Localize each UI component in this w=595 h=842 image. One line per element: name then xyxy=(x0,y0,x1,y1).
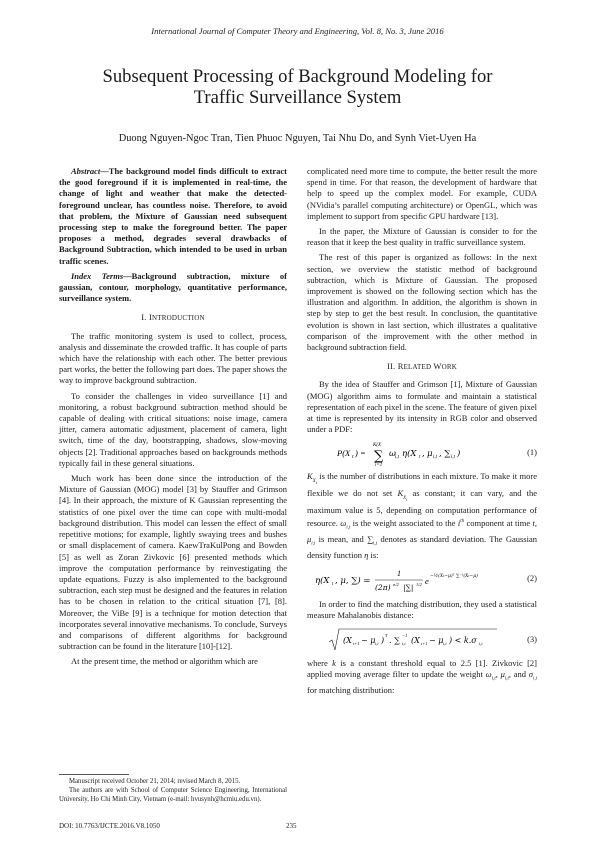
footnote-line-2: The authors are with School of Computer Science Engineering, International University, Ho Chi Minh City, Vietnam (e-mail: hvusynh@hcmiu.edu.vn). xyxy=(59,787,287,803)
svg-text:): ) xyxy=(381,635,385,645)
p4-part-a: where xyxy=(307,657,328,668)
section-2-title-r: R xyxy=(397,361,404,372)
symbol-k: k xyxy=(332,657,336,668)
svg-text:i,t: i,t xyxy=(451,455,456,461)
section-1-title-first: I xyxy=(148,312,152,323)
related-work-paragraph-2 xyxy=(307,471,537,561)
authors: Duong Nguyen-Ngoc Tran, Tien Phuoc Nguyen, Tai Nhu Do, and Synh Viet-Uyen Ha xyxy=(118,133,477,144)
svg-text:t+1: t+1 xyxy=(421,640,428,646)
abstract xyxy=(59,166,287,267)
svg-text:− μ: − μ xyxy=(429,635,444,645)
svg-text:∑: ∑ xyxy=(374,449,384,465)
equation-2-number: (2) xyxy=(527,573,537,584)
symbol-i-th: $i^{th}$ xyxy=(457,518,465,529)
equation-3-number: (3) xyxy=(527,633,537,644)
svg-text:t: t xyxy=(419,455,421,461)
equation-3-formula xyxy=(327,626,527,654)
p4-part-b: is a constant threshold equal to 2.5 [1]. Zivkovic [2] applied moving average filter to update the weight xyxy=(307,657,537,679)
svg-text:−1: −1 xyxy=(402,632,408,638)
svg-text:i,t: i,t xyxy=(402,640,406,646)
symbol-k-xt-2: $K_{X_t}$ xyxy=(397,488,408,503)
right-paragraph-1: complicated need more time to compute, the better result the more spend in time. For that reason, the development of hardware that help to speed up the complex model. For example, CUDA (NVidia’s parallel computing architecture) or OpenGL, which was implement to support from specific GPU hardware [13]. xyxy=(307,166,537,221)
title-line-1: Subsequent Processing of Background Modeling for xyxy=(102,66,493,87)
equation-1 xyxy=(307,439,537,467)
svg-text:μ: μ xyxy=(427,449,433,460)
svg-text:t: t xyxy=(332,582,334,588)
svg-text:i,t: i,t xyxy=(443,640,447,646)
intro-paragraph-1: The traffic monitoring system is used to collect, process, analysis and disseminate the crowded traffic. It has couple of parts which have the relationship with each other. The better previous part works, the better the following part does. The paper shows the way to improve background subtraction. xyxy=(59,330,287,386)
svg-text:1: 1 xyxy=(397,569,401,579)
equation-2 xyxy=(307,565,537,595)
p2-part-b: as constant; it can vary, and the maximum value is 5, depending on computation performance of resource. xyxy=(307,488,538,529)
svg-text:,: , xyxy=(422,449,425,460)
section-2-number: II. xyxy=(386,361,396,372)
p2-part-a: is the number of distributions in each mixture. To make it more flexible we do not set xyxy=(307,471,537,499)
section-1-number: I. xyxy=(141,312,147,323)
symbol-k-xt: $K_{X_t}$ xyxy=(307,471,317,486)
svg-text:i,t: i,t xyxy=(479,640,483,646)
svg-text:, ∑: , ∑ xyxy=(439,449,451,460)
right-column xyxy=(307,166,537,700)
section-1-title-rest: NTRODUCTION xyxy=(151,314,205,323)
svg-text:i,t: i,t xyxy=(433,455,438,461)
svg-text:−½(Xₜ−μ)ᵀ ∑⁻¹(Xₜ−μ): −½(Xₜ−μ)ᵀ ∑⁻¹(Xₜ−μ) xyxy=(430,574,478,580)
equation-1-formula xyxy=(337,439,537,467)
svg-text:η(X: η(X xyxy=(315,576,330,587)
svg-text:i,t: i,t xyxy=(395,455,400,461)
svg-text:) =: ) = xyxy=(355,448,366,459)
svg-text:(2π): (2π) xyxy=(375,583,391,593)
journal-header: International Journal of Computer Theory and Engineering, Vol. 8, No. 3, June 2016 xyxy=(151,26,444,36)
paper-title xyxy=(60,66,535,108)
title-line-2: Traffic Surveillance System xyxy=(193,87,402,108)
svg-text:t+1: t+1 xyxy=(353,640,360,646)
svg-text:|∑|: |∑| xyxy=(403,583,414,593)
section-2-title-elated: ELATED xyxy=(403,363,432,372)
index-terms-text: —Background subtraction, mixture of gaussian, contour, morphology, quantitative performance, surveillance system. xyxy=(59,270,287,304)
equation-1-number: (1) xyxy=(527,447,537,458)
p4-part-d: for matching distribution: xyxy=(307,684,395,695)
p2-part-e: is mean, and xyxy=(318,534,364,545)
svg-text:P(X: P(X xyxy=(337,448,351,459)
intro-paragraph-3: Much work has been done since the introduction of the Mixture of Gaussian (MOG) model [3] by Stauffer and Grimson [4]. In their approach, the mixture of K Gaussian representing the statistics of one pixel over the time can cope with multi-modal background distribution. This model can lessen the effect of small repetitive motions; for example, lightly swaying trees and bushes or small displacement of camera. KaewTraKulPong and Bowden [5] as well as Zoran Zivkovic [6] presented methods which improve the computation performance by reinvestigating the update equations. Fuzzy is also implemented to the background subtraction, each step must be designed and the features in relation has to be chosen in relation to the critical situation [7], [8]. Moreover, the ViBe [9] is a technique for motion detection that incorporates several innovative mechanisms. To conclude, Surveys and comparisons of different algorithms for background subtraction can be found in the literature [10]-[12]. xyxy=(59,473,287,652)
left-column xyxy=(59,166,287,672)
abstract-text: —The background model finds difficult to extract the good foreground if it is implemented in real-time, the change of light and weather that make the detected-foreground unclear, has countless noise. Therefore, to avoid that problem, the Mixture of Gaussian need subsequent processing step to make the foreground better. The paper proposes a method, degrades several drawbacks of Background Subtraction, which intended to be used in urban traffic scenes. xyxy=(59,166,287,266)
svg-text:e: e xyxy=(425,576,429,587)
svg-text:, μ, ∑) =: , μ, ∑) = xyxy=(335,576,371,587)
svg-text:): ) xyxy=(457,449,461,460)
svg-text:. ∑: . ∑ xyxy=(389,635,400,645)
right-paragraph-2: In the paper, the Mixture of Gaussian is consider to for the reason that it keep the best quality in traffic surveillance system. xyxy=(307,226,537,248)
footnote-rule xyxy=(59,774,129,775)
section-2-title-ork: ORK xyxy=(441,363,458,372)
svg-text:i,t: i,t xyxy=(375,640,379,646)
p2-part-d: component at time xyxy=(466,518,531,529)
symbol-t: t, xyxy=(532,518,537,529)
intro-paragraph-2: To consider the challenges in video surveillance [1] and monitoring, a robust background subtraction method should be capable of dealing with critical situations: noise image, camera jitter, camera automatic adjustment, placement of camera, light switch, time of the day, bootstrapping, shadows, slow-moving objects [2]. Traditional approaches based on backgrounds methods typically fail in these general situations. xyxy=(59,390,287,468)
p2-part-f: denotes as standard deviation. The Gaussian density function xyxy=(307,534,537,561)
symbol-eta: η xyxy=(364,550,369,561)
symbol-omega: $\omega_{i,t}$ xyxy=(340,518,351,531)
svg-text:i=1: i=1 xyxy=(375,463,383,468)
section-heading-introduction xyxy=(59,312,287,324)
symbol-mu: $\mu_{i,t}$ xyxy=(307,534,316,547)
p2-part-g: is: xyxy=(370,550,379,561)
symbol-sigma: $\sum_{i,t}$ xyxy=(367,534,378,547)
equation-2-formula xyxy=(315,565,515,595)
svg-text:n/2: n/2 xyxy=(393,582,399,588)
svg-text:(X: (X xyxy=(343,635,352,645)
svg-text:− μ: − μ xyxy=(361,635,376,645)
equation-3 xyxy=(307,626,537,654)
footnote-line-1: Manuscript received October 21, 2014; revised March 8, 2015. xyxy=(69,778,241,785)
intro-paragraph-4: At the present time, the method or algorithm which are xyxy=(71,656,258,667)
index-terms-label: Index Terms xyxy=(71,270,124,281)
svg-text:(X: (X xyxy=(411,635,420,645)
svg-text:η(X: η(X xyxy=(402,449,417,460)
related-work-paragraph-4 xyxy=(307,658,537,696)
page-number: 235 xyxy=(286,822,297,830)
svg-text:) < k.σ: ) < k.σ xyxy=(449,635,477,645)
p2-part-c: is the weight associated to the xyxy=(352,518,456,529)
svg-text:1/2: 1/2 xyxy=(416,582,422,588)
related-work-paragraph-1: By the idea of Stauffer and Grimson [1], Mixture of Gaussian (MOG) algorithm aims to formulate and maintain a statistical representation of each pixel in the scene. The feature of given pixel at time is represented by its intensity in RGB color and observed under a PDF: xyxy=(307,379,537,435)
svg-text:t: t xyxy=(352,454,354,461)
svg-text:ω: ω xyxy=(389,449,396,460)
symbol-mu-2: $\mu_{i,t}$ xyxy=(500,668,509,682)
p4-part-c: , and xyxy=(508,668,527,679)
section-2-title-w: W xyxy=(433,361,442,372)
symbol-sigma-2: $\sigma_{i,t}$ xyxy=(528,668,538,682)
index-terms xyxy=(59,271,287,305)
doi: DOI: 10.7763/IJCTE.2016.V8.1050 xyxy=(59,822,160,830)
right-paragraph-3: The rest of this paper is organized as follows: In the next section, we overview the statistic method of background subtraction, which is Mixture of Gaussian. The proposed improvement is showed on the following section which has the illustration and algorithm. In addition, the algorithm is shown in step by step to get the best result. In conclusion, the quantitative evolution is shown in last section, which illustrates a qualitative comparison of the improvement with the other method in background subtraction field. xyxy=(307,252,537,353)
footnote xyxy=(59,778,287,805)
related-work-paragraph-3: In order to find the matching distribution, they used a statistical measure Mahalanobis distance: xyxy=(307,599,537,621)
svg-text:T: T xyxy=(385,632,388,638)
svg-text:K(X: K(X xyxy=(373,443,382,449)
abstract-label: Abstract xyxy=(71,166,101,176)
section-heading-related-work xyxy=(307,361,537,373)
symbol-omega-2: $\omega_{i,t}$, xyxy=(485,668,498,682)
